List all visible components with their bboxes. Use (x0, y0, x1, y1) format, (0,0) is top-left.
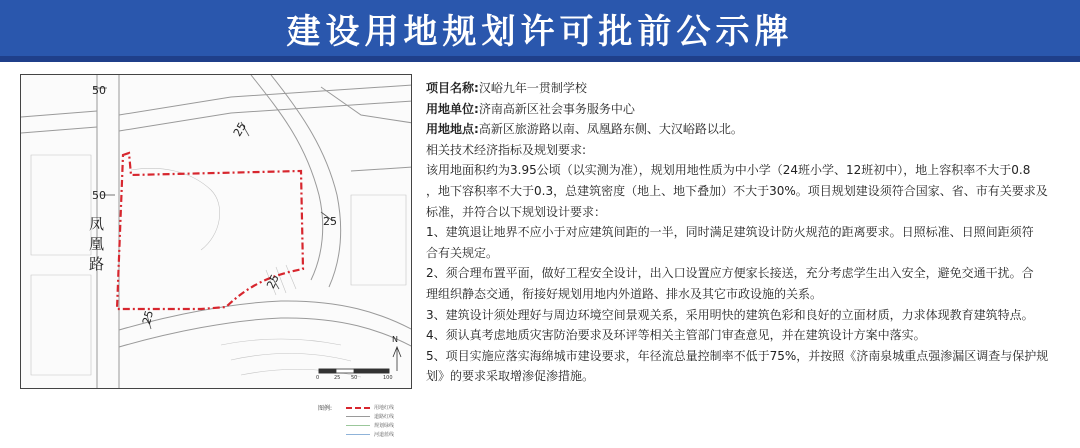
land-site-line (426, 119, 1066, 140)
scale-label: 25 (334, 375, 341, 381)
requirements-heading: 相关技术经济指标及规划要求: (426, 142, 587, 157)
land-unit-label: 用地单位: (426, 101, 479, 116)
project-info-panel (426, 78, 1066, 387)
requirement-line: 4、须认真考虑地质灾害防治要求及环评等相关主管部门审查意见，并在建筑设计方案中落实。 (426, 328, 926, 343)
land-unit-line (426, 99, 1066, 120)
land-site-label: 用地地点: (426, 122, 479, 137)
scale-label: 50 (351, 375, 358, 381)
legend-item (346, 403, 394, 412)
road-width-label: 50 (92, 84, 106, 97)
legend-swatch (346, 425, 370, 426)
legend-label: 道路红线 (374, 414, 395, 420)
legend-swatch (346, 416, 370, 417)
project-name-value: 汉峪九年一贯制学校 (478, 81, 587, 95)
road-name-char: 路 (89, 255, 105, 273)
requirement-line: 3、建筑设计须处理好与周边环境空间景观关系，采用明快的建筑色彩和良好的立面材质，力求体现教育建筑特点。 (426, 307, 1034, 322)
requirement-line: 理组织静态交通，衔接好规划用地内外道路、排水及其它市政设施的关系。 (426, 286, 823, 301)
requirement-line: 1、建筑退让地界不应小于对应建筑间距的一半，同时满足建筑设计防火规范的距离要求。日照标准、日照间距须符 (426, 225, 1034, 240)
map-legend (318, 403, 418, 443)
land-unit-value: 济南高新区社会事务服务中心 (478, 101, 635, 116)
scale-label: 0 (316, 375, 320, 381)
road-name-char: 凰 (89, 235, 105, 253)
scale-label: 100 (383, 375, 393, 381)
legend-swatch (346, 407, 370, 409)
requirement-line: 该用地面积约为3.95公顷（以实测为准），规划用地性质为中小学（24班小学、12班初中），地上容积率不大于0.8 (426, 163, 1031, 178)
requirement-line: 5、项目实施应落实海绵城市建设要求，年径流总量控制率不低于75%，并按照《济南泉城重点强渗漏区调查与保护规 (426, 348, 1049, 363)
road-width-label: 25 (230, 120, 250, 139)
legend-swatch (346, 434, 370, 435)
legend-item (346, 430, 394, 439)
legend-item (346, 421, 394, 430)
requirement-line: 划》的要求采取增渗促渗措施。 (426, 369, 595, 384)
land-site-value: 高新区旅游路以南、凤凰路东侧、大汉峪路以北。 (478, 122, 743, 137)
requirement-line: ，地下容积率不大于0.3，总建筑密度（地上、地下叠加）不大于30%。项目规划建设须符合国家、省、市有关要求及 (426, 183, 1048, 198)
requirement-line: 合有关规定。 (426, 245, 499, 260)
legend-label: 用地红线 (374, 405, 395, 411)
requirement-line: 2、须合理布置平面，做好工程安全设计，出入口设置应方便家长接送，充分考虑学生出入安全，避免交通干扰。合 (426, 266, 1034, 281)
legend-label: 河道蓝线 (374, 432, 395, 438)
title-bar (0, 0, 1080, 62)
page-title: 建设用地规划许可批前公示牌 (286, 11, 794, 52)
project-name-label: 项目名称: (426, 81, 479, 95)
road-name-char: 凤 (89, 215, 105, 233)
project-name-line (426, 78, 1066, 99)
road-width-label: 25 (139, 309, 157, 326)
north-arrow-label: N (392, 335, 398, 344)
site-map-drawing (21, 75, 412, 389)
road-width-label: 25 (323, 215, 337, 228)
road-width-label: 50 (92, 189, 106, 202)
legend-title: 图例: (318, 405, 333, 412)
site-map (20, 74, 412, 389)
legend-label: 规划绿线 (374, 423, 395, 429)
road-width-label: 25 (264, 272, 282, 291)
requirement-line: 标准，并符合以下规划设计要求： (426, 204, 607, 219)
legend-item (346, 412, 394, 421)
